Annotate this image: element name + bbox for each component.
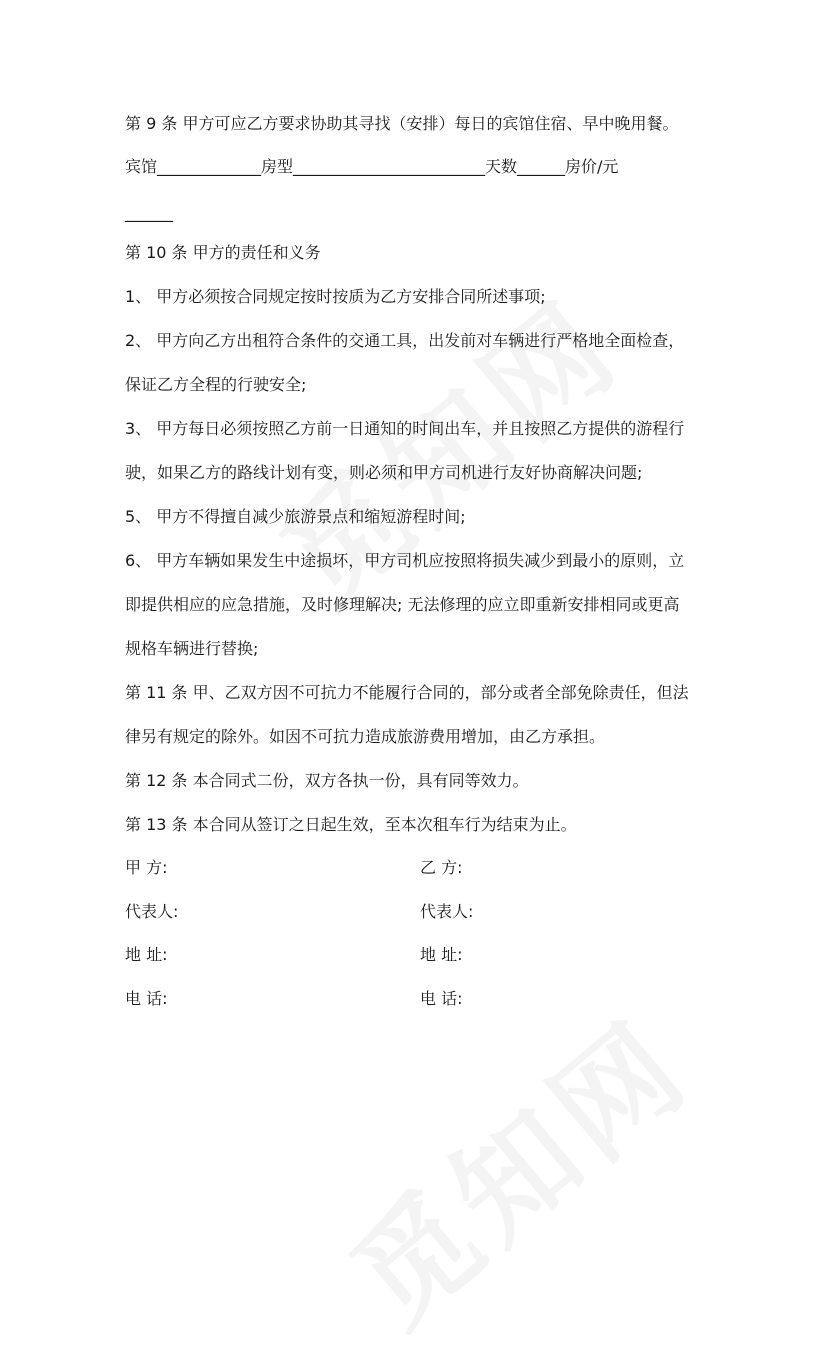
clause-6: 6、 甲方车辆如果发生中途损坏，甲方司机应按照将损失减少到最小的原则，立 — [125, 551, 685, 570]
clause-2: 2、 甲方向乙方出租符合条件的交通工具，出发前对车辆进行严格地全面检查， — [125, 331, 685, 350]
party-b-label: 乙 方: — [420, 858, 463, 877]
clause-6-cont2: 规格车辆进行替换; — [125, 639, 259, 658]
hotel-fill-line: 宾馆_____________房型________________________天数______房价/元 — [125, 157, 619, 176]
clause-6-cont: 即提供相应的应急措施，及时修理解决; 无法修理的应立即重新安排相同或更高 — [125, 595, 680, 614]
party-a-address-label: 地 址: — [125, 945, 168, 964]
party-a-label: 甲 方: — [125, 858, 168, 877]
party-a-representative-label: 代表人: — [125, 902, 179, 921]
clause-3-cont: 驶，如果乙方的路线计划有变，则必须和甲方司机进行友好协商解决问题; — [125, 463, 643, 482]
article-11-cont: 律另有规定的除外。如因不可抗力造成旅游费用增加，由乙方承担。 — [125, 727, 606, 746]
article-9: 第 9 条 甲方可应乙方要求协助其寻找（安排）每日的宾馆住宿、早中晚用餐。 — [125, 114, 679, 133]
clause-1: 1、 甲方必须按合同规定按时按质为乙方安排合同所述事项; — [125, 287, 546, 306]
party-b-representative-label: 代表人: — [420, 902, 474, 921]
party-b-address-label: 地 址: — [420, 945, 463, 964]
article-12: 第 12 条 本合同式二份，双方各执一份，具有同等效力。 — [125, 771, 529, 790]
party-a-phone-label: 电 话: — [125, 989, 168, 1008]
watermark — [310, 975, 719, 1357]
article-13: 第 13 条 本合同从签订之日起生效，至本次租车行为结束为止。 — [125, 815, 577, 834]
watermark — [240, 255, 649, 637]
clause-5: 5、 甲方不得擅自减少旅游景点和缩短游程时间; — [125, 507, 466, 526]
article-11: 第 11 条 甲、乙双方因不可抗力不能履行合同的，部分或者全部免除责任，但法 — [125, 683, 689, 702]
hotel-fill-line-cont: ______ — [125, 203, 173, 222]
party-b-phone-label: 电 话: — [420, 989, 463, 1008]
clause-3: 3、 甲方每日必须按照乙方前一日通知的时间出车，并且按照乙方提供的游程行 — [125, 419, 685, 438]
clause-2-cont: 保证乙方全程的行驶安全; — [125, 375, 307, 394]
article-10-heading: 第 10 条 甲方的责任和义务 — [125, 243, 321, 262]
